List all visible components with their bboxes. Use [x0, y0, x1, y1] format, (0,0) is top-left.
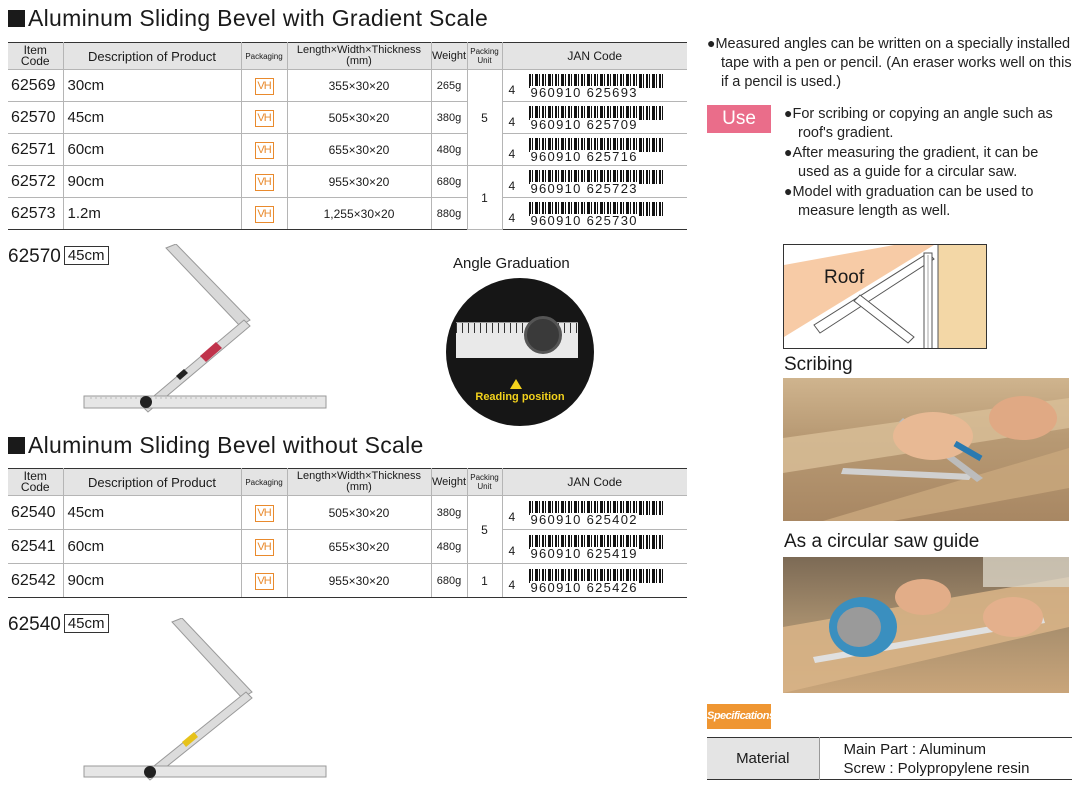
bevel-without-scale-image	[80, 618, 330, 783]
table-row	[8, 166, 687, 198]
packaging-icon: VH	[255, 573, 274, 590]
item-code: 62542	[8, 564, 63, 598]
item-dimensions: 955×30×20	[287, 564, 431, 598]
measured-note: ●Measured angles can be written on a specially installed tape with a pen or pencil. (An eraser works well on this if a pencil is used.)	[707, 35, 1072, 90]
packaging-icon: VH	[255, 505, 274, 522]
title-square-icon	[8, 10, 25, 27]
item-weight: 380g	[431, 102, 467, 134]
packaging-icon: VH	[255, 174, 274, 191]
item-description: 60cm	[63, 134, 241, 166]
table-row	[8, 198, 687, 230]
item-description: 45cm	[63, 496, 241, 530]
packing-unit: 1	[467, 564, 502, 598]
packing-unit: 5	[467, 70, 502, 166]
section1-title: Aluminum Sliding Bevel with Gradient Scale	[8, 5, 488, 32]
main-part-text: Main Part : Aluminum	[843, 740, 987, 758]
use-tag: Use	[707, 105, 771, 133]
packaging-icon: VH	[255, 78, 274, 95]
item-code: 62569	[8, 70, 63, 102]
jan-lead-digit: 4	[508, 82, 516, 97]
material-value	[819, 738, 1072, 780]
jan-code-cell	[502, 496, 687, 530]
jan-lead-digit: 4	[508, 210, 516, 225]
header-weight: Weight	[431, 43, 467, 70]
item-code: 62571	[8, 134, 63, 166]
scribing-caption: Scribing	[784, 354, 853, 375]
arrow-up-icon	[510, 379, 522, 389]
packaging-cell	[241, 102, 287, 134]
item-description: 30cm	[63, 70, 241, 102]
item-description: 1.2m	[63, 198, 241, 230]
size-box: 45cm	[64, 614, 109, 633]
item-weight: 265g	[431, 70, 467, 102]
saw-guide-photo	[783, 557, 1069, 693]
jan-lead-digit: 4	[508, 114, 516, 129]
table-row	[8, 134, 687, 166]
packaging-cell	[241, 564, 287, 598]
jan-code-cell	[502, 564, 687, 598]
item-weight: 680g	[431, 166, 467, 198]
jan-code-cell	[502, 198, 687, 230]
jan-lead-digit: 4	[508, 577, 516, 592]
item-code: 62540	[8, 496, 63, 530]
jan-lead-digit: 4	[508, 146, 516, 161]
use-list	[784, 104, 1072, 221]
item-dimensions: 505×30×20	[287, 496, 431, 530]
item-dimensions: 1,255×30×20	[287, 198, 431, 230]
size-box: 45cm	[64, 246, 109, 265]
bevel-with-scale-image	[80, 244, 330, 414]
list-item: ●Model with graduation can be used to measure length as well.	[784, 183, 1034, 219]
packaging-cell	[241, 198, 287, 230]
item-dimensions: 505×30×20	[287, 102, 431, 134]
section1-table	[8, 42, 687, 230]
screw-text: Screw : Polypropylene resin	[843, 759, 1030, 777]
jan-lead-digit: 4	[508, 178, 516, 193]
packaging-cell	[241, 70, 287, 102]
jan-number: 960910 625723	[530, 180, 638, 196]
header-packing-unit: Packing Unit	[467, 469, 502, 496]
item-weight: 880g	[431, 198, 467, 230]
material-table	[707, 737, 1072, 780]
bullet-icon: ●	[784, 144, 793, 160]
item-code: 62570	[8, 102, 63, 134]
header-packing-unit: Packing Unit	[467, 43, 502, 70]
roof-illustration	[783, 244, 987, 349]
table-row	[707, 738, 1072, 780]
table-header-row	[8, 43, 687, 70]
item-description: 60cm	[63, 530, 241, 564]
reading-position-label: Reading position	[475, 391, 565, 403]
table-header-row	[8, 469, 687, 496]
section2-table	[8, 468, 687, 598]
item-description: 90cm	[63, 166, 241, 198]
packaging-icon: VH	[255, 110, 274, 127]
jan-code-cell	[502, 70, 687, 102]
saw-guide-caption: As a circular saw guide	[784, 531, 980, 552]
jan-lead-digit: 4	[508, 509, 516, 524]
jan-number: 960910 625716	[530, 148, 638, 164]
packing-unit: 5	[467, 496, 502, 564]
section2-title: Aluminum Sliding Bevel without Scale	[8, 432, 424, 459]
jan-number: 960910 625419	[530, 545, 638, 561]
header-packaging: Packaging	[241, 469, 287, 496]
bullet-icon: ●	[707, 35, 716, 51]
table-row	[8, 70, 687, 102]
jan-code-cell	[502, 134, 687, 166]
header-jan-code: JAN Code	[502, 43, 687, 70]
item-weight: 380g	[431, 496, 467, 530]
item-weight: 480g	[431, 134, 467, 166]
item-description: 90cm	[63, 564, 241, 598]
jan-number: 960910 625402	[530, 511, 638, 527]
jan-lead-digit: 4	[508, 543, 516, 558]
table-row	[8, 564, 687, 598]
item-description: 45cm	[63, 102, 241, 134]
jan-number: 960910 625730	[530, 212, 638, 228]
product1-label: 62570 45cm	[8, 246, 109, 268]
product2-label: 62540 45cm	[8, 614, 109, 636]
header-packaging: Packaging	[241, 43, 287, 70]
jan-number: 960910 625709	[530, 116, 638, 132]
packing-unit: 1	[467, 166, 502, 230]
packaging-icon: VH	[255, 206, 274, 223]
item-code: 62541	[8, 530, 63, 564]
item-weight: 680g	[431, 564, 467, 598]
jan-number: 960910 625426	[530, 579, 638, 595]
table-row	[8, 496, 687, 530]
header-item-code: Item Code	[8, 43, 63, 70]
jan-code-cell	[502, 102, 687, 134]
item-weight: 480g	[431, 530, 467, 564]
scribing-photo	[783, 378, 1069, 521]
packaging-cell	[241, 496, 287, 530]
angle-graduation-label: Angle Graduation	[453, 255, 570, 272]
packaging-cell	[241, 134, 287, 166]
item-code: 62572	[8, 166, 63, 198]
jan-code-cell	[502, 530, 687, 564]
header-item-code: Item Code	[8, 469, 63, 496]
material-label: Material	[707, 738, 819, 780]
angle-graduation-image	[446, 278, 594, 426]
bullet-icon: ●	[784, 183, 793, 199]
list-item: ●For scribing or copying an angle such as roof's gradient.	[784, 105, 1053, 141]
specifications-tag: Specifications	[707, 704, 771, 729]
packaging-icon: VH	[255, 539, 274, 556]
list-item: ●After measuring the gradient, it can be used as a guide for a circular saw.	[784, 144, 1039, 180]
item-dimensions: 355×30×20	[287, 70, 431, 102]
packaging-cell	[241, 166, 287, 198]
jan-code-cell	[502, 166, 687, 198]
jan-number: 960910 625693	[530, 84, 638, 100]
header-dimensions: Length×Width×Thickness (mm)	[287, 43, 431, 70]
header-weight: Weight	[431, 469, 467, 496]
table-row	[8, 102, 687, 134]
item-dimensions: 955×30×20	[287, 166, 431, 198]
header-description: Description of Product	[63, 469, 241, 496]
roof-label: Roof	[824, 267, 865, 288]
item-dimensions: 655×30×20	[287, 530, 431, 564]
header-dimensions: Length×Width×Thickness (mm)	[287, 469, 431, 496]
item-code: 62573	[8, 198, 63, 230]
packaging-cell	[241, 530, 287, 564]
table-row	[8, 530, 687, 564]
bullet-icon: ●	[784, 105, 793, 121]
header-jan-code: JAN Code	[502, 469, 687, 496]
item-dimensions: 655×30×20	[287, 134, 431, 166]
packaging-icon: VH	[255, 142, 274, 159]
title-square-icon	[8, 437, 25, 454]
knob-icon	[524, 316, 562, 354]
header-description: Description of Product	[63, 43, 241, 70]
